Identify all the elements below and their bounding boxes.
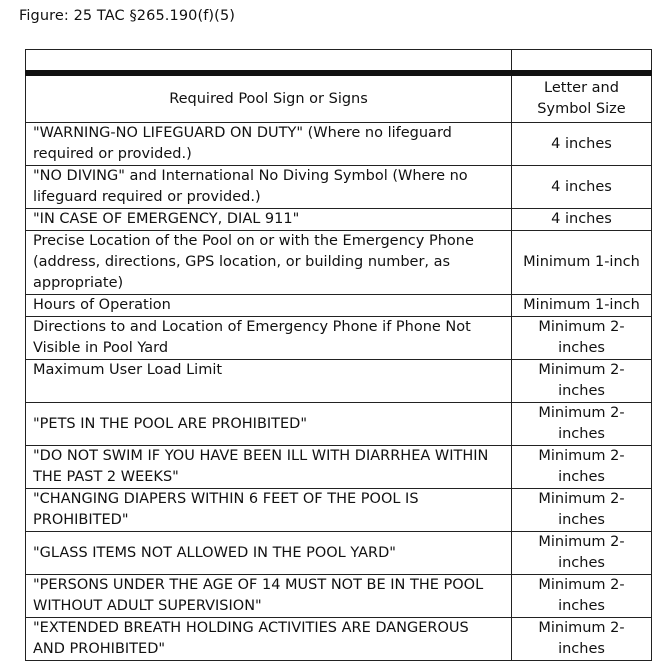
size-cell: Minimum 2-inches [512,618,652,661]
sign-cell: "WARNING-NO LIFEGUARD ON DUTY" (Where no lifeguard required or provided.) [26,123,512,166]
table-row [26,317,652,360]
size-cell: Minimum 1-inch [512,295,652,317]
sign-cell: "CHANGING DIAPERS WITHIN 6 FEET OF THE POOL IS PROHIBITED" [26,489,512,532]
sign-cell: Precise Location of the Pool on or with the Emergency Phone (address, directions, GPS location, or building number, as appropriate) [26,231,512,295]
size-cell: 4 inches [512,123,652,166]
sign-cell: "NO DIVING" and International No Diving Symbol (Where no lifeguard required or provided.) [26,166,512,209]
table-top-spacer [26,50,652,74]
sign-cell: "GLASS ITEMS NOT ALLOWED IN THE POOL YARD" [26,532,512,575]
table-row [26,446,652,489]
table-row [26,231,652,295]
table-row [26,295,652,317]
table-row [26,123,652,166]
table-row [26,209,652,231]
sign-cell: Hours of Operation [26,295,512,317]
figure-caption: Figure: 25 TAC §265.190(f)(5) [19,8,236,24]
sign-cell: "IN CASE OF EMERGENCY, DIAL 911" [26,209,512,231]
table-row [26,575,652,618]
table-row [26,489,652,532]
header-sign: Required Pool Sign or Signs [26,73,512,123]
table-row [26,532,652,575]
sign-cell: Directions to and Location of Emergency Phone if Phone Not Visible in Pool Yard [26,317,512,360]
table-row [26,360,652,403]
size-cell: Minimum 2-inches [512,360,652,403]
sign-cell: "PETS IN THE POOL ARE PROHIBITED" [26,403,512,446]
sign-cell: "DO NOT SWIM IF YOU HAVE BEEN ILL WITH DIARRHEA WITHIN THE PAST 2 WEEKS" [26,446,512,489]
table-row [26,166,652,209]
size-cell: 4 inches [512,209,652,231]
spacer-cell [26,50,512,74]
sign-cell: Maximum User Load Limit [26,360,512,403]
header-size: Letter and Symbol Size [512,73,652,123]
size-cell: Minimum 2-inches [512,403,652,446]
size-cell: Minimum 2-inches [512,317,652,360]
sign-cell: "EXTENDED BREATH HOLDING ACTIVITIES ARE DANGEROUS AND PROHIBITED" [26,618,512,661]
size-cell: Minimum 2-inches [512,446,652,489]
size-cell: Minimum 2-inches [512,575,652,618]
size-cell: Minimum 2-inches [512,489,652,532]
table-row [26,403,652,446]
size-cell: 4 inches [512,166,652,209]
size-cell: Minimum 1-inch [512,231,652,295]
sign-cell: "PERSONS UNDER THE AGE OF 14 MUST NOT BE IN THE POOL WITHOUT ADULT SUPERVISION" [26,575,512,618]
spacer-cell [512,50,652,74]
size-cell: Minimum 2-inches [512,532,652,575]
pool-sign-table [25,49,652,661]
table-header-row [26,73,652,123]
table-row [26,618,652,661]
